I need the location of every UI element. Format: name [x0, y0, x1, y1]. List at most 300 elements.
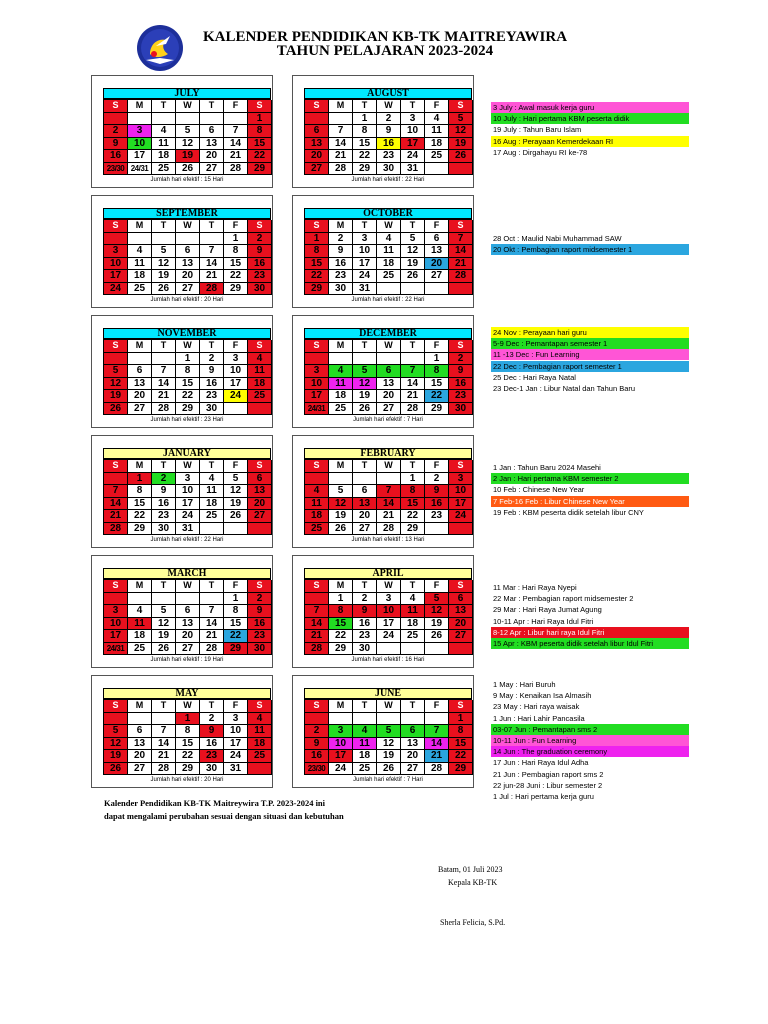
day-cell: 20	[353, 510, 377, 523]
day-cell: 17	[104, 270, 128, 283]
day-cell: 24/31	[305, 403, 329, 416]
day-cell: 15	[224, 258, 248, 271]
weekday-header: S	[305, 220, 329, 233]
day-cell: 6	[248, 473, 272, 486]
day-cell	[377, 643, 401, 656]
weekday-header: S	[104, 580, 128, 593]
day-cell: 10	[104, 258, 128, 271]
day-cell: 4	[377, 233, 401, 246]
day-cell: 23	[353, 630, 377, 643]
weekday-header: S	[248, 100, 272, 113]
day-cell: 26	[104, 403, 128, 416]
day-cell: 5	[329, 485, 353, 498]
day-cell: 11	[425, 125, 449, 138]
day-cell: 30	[377, 163, 401, 176]
day-cell: 5	[377, 725, 401, 738]
event-note: 1 Jun : Hari Lahir Pancasila	[491, 713, 689, 724]
day-cell: 28	[200, 283, 224, 296]
day-cell: 27	[449, 630, 473, 643]
day-cell: 13	[449, 605, 473, 618]
day-cell	[377, 283, 401, 296]
day-cell: 28	[224, 163, 248, 176]
event-note: 15 Apr : KBM peserta didik setelah libur Idul Fitri	[491, 638, 689, 649]
weekday-header: M	[329, 700, 353, 713]
day-cell: 21	[377, 510, 401, 523]
day-cell: 29	[128, 523, 152, 536]
day-cell: 17	[449, 498, 473, 511]
day-cell: 28	[200, 643, 224, 656]
day-cell: 17	[353, 258, 377, 271]
event-note: 3 July : Awal masuk kerja guru	[491, 102, 689, 113]
day-cell: 9	[305, 738, 329, 751]
weekday-header: T	[401, 700, 425, 713]
day-cell: 7	[152, 365, 176, 378]
day-cell: 14	[152, 378, 176, 391]
day-cell: 30	[248, 283, 272, 296]
weekday-header: W	[176, 340, 200, 353]
day-cell: 1	[248, 113, 272, 126]
day-cell	[401, 353, 425, 366]
day-cell: 4	[329, 365, 353, 378]
day-cell: 14	[200, 618, 224, 631]
day-cell: 28	[104, 523, 128, 536]
day-cell: 7	[152, 725, 176, 738]
day-cell: 19	[176, 150, 200, 163]
day-cell	[104, 113, 128, 126]
day-cell: 2	[353, 593, 377, 606]
day-cell: 12	[224, 485, 248, 498]
effective-days: Jumlah hari efektif : 20 Hari	[150, 297, 224, 303]
day-cell: 27	[128, 403, 152, 416]
month-calendar	[103, 328, 271, 424]
day-cell: 14	[152, 738, 176, 751]
day-cell	[104, 593, 128, 606]
day-cell	[377, 473, 401, 486]
month-title: MARCH	[103, 568, 271, 579]
day-cell: 18	[353, 750, 377, 763]
day-cell: 30	[152, 523, 176, 536]
day-cell: 28	[152, 763, 176, 776]
weekday-header: F	[425, 700, 449, 713]
day-cell: 4	[248, 713, 272, 726]
weekday-header: T	[152, 460, 176, 473]
weekday-header: W	[176, 460, 200, 473]
day-cell: 17	[401, 138, 425, 151]
day-cell: 24	[377, 630, 401, 643]
day-cell: 11	[248, 725, 272, 738]
day-cell: 15	[176, 378, 200, 391]
day-cell	[353, 473, 377, 486]
day-cell: 29	[176, 403, 200, 416]
weekday-header: S	[305, 340, 329, 353]
weekday-header: F	[224, 220, 248, 233]
day-cell: 1	[224, 593, 248, 606]
day-cell: 5	[176, 125, 200, 138]
day-cell: 26	[152, 283, 176, 296]
day-cell: 27	[200, 163, 224, 176]
day-cell: 7	[200, 245, 224, 258]
day-cell	[305, 353, 329, 366]
day-cell: 28	[401, 403, 425, 416]
day-cell	[104, 473, 128, 486]
day-cell: 16	[449, 378, 473, 391]
day-cell: 22	[248, 150, 272, 163]
day-cell: 21	[329, 150, 353, 163]
weekday-header: S	[305, 580, 329, 593]
day-cell: 5	[401, 233, 425, 246]
event-note: 11 -13 Dec : Fun Learning	[491, 349, 689, 360]
day-cell: 19	[152, 270, 176, 283]
day-cell: 19	[104, 750, 128, 763]
day-cell: 19	[425, 618, 449, 631]
day-cell	[353, 353, 377, 366]
day-cell: 9	[248, 605, 272, 618]
day-cell	[449, 643, 473, 656]
day-cell: 2	[305, 725, 329, 738]
day-cell: 7	[224, 125, 248, 138]
signature-place-date: Batam, 01 Juli 2023	[438, 865, 503, 874]
day-cell	[449, 163, 473, 176]
day-cell	[200, 523, 224, 536]
day-cell: 22	[401, 510, 425, 523]
day-cell: 31	[353, 283, 377, 296]
weekday-header: S	[449, 220, 473, 233]
day-cell: 25	[248, 750, 272, 763]
day-cell: 3	[377, 593, 401, 606]
day-cell: 6	[353, 485, 377, 498]
month-title: JULY	[103, 88, 271, 99]
event-note: 22 jun-28 Juni : Libur semester 2	[491, 780, 689, 791]
day-cell: 22	[176, 750, 200, 763]
day-cell: 27	[305, 163, 329, 176]
day-cell: 13	[176, 618, 200, 631]
day-cell: 6	[128, 725, 152, 738]
weekday-header: S	[104, 220, 128, 233]
day-cell: 8	[128, 485, 152, 498]
day-cell: 22	[128, 510, 152, 523]
weekday-header: S	[449, 340, 473, 353]
weekday-header: M	[329, 100, 353, 113]
month-calendar	[103, 688, 271, 784]
month-title: AUGUST	[304, 88, 472, 99]
day-cell: 23	[425, 510, 449, 523]
month-day-grid	[103, 459, 271, 535]
day-cell: 21	[224, 150, 248, 163]
month-calendar	[304, 328, 472, 424]
day-cell: 6	[449, 593, 473, 606]
day-cell: 19	[224, 498, 248, 511]
weekday-header: S	[449, 700, 473, 713]
footer-note-line1: Kalender Pendidikan KB-TK Maitreywira T.P. 2023-2024 ini	[104, 798, 326, 808]
weekday-header: W	[176, 100, 200, 113]
weekday-header: T	[401, 220, 425, 233]
day-cell: 22	[353, 150, 377, 163]
day-cell: 12	[176, 138, 200, 151]
month-calendar	[304, 688, 472, 784]
weekday-header: S	[305, 700, 329, 713]
day-cell: 30	[248, 643, 272, 656]
month-day-grid	[103, 99, 271, 175]
month-day-grid	[304, 579, 472, 655]
day-cell: 18	[128, 630, 152, 643]
day-cell: 19	[377, 750, 401, 763]
event-note: 10 July : Hari pertama KBM peserta didik	[491, 113, 689, 124]
day-cell: 20	[176, 630, 200, 643]
day-cell: 21	[425, 750, 449, 763]
event-note: 1 Jan : Tahun Baru 2024 Masehi	[491, 462, 689, 473]
day-cell: 15	[353, 138, 377, 151]
day-cell: 9	[425, 485, 449, 498]
day-cell	[128, 593, 152, 606]
day-cell	[329, 473, 353, 486]
day-cell: 15	[128, 498, 152, 511]
day-cell: 4	[353, 725, 377, 738]
day-cell: 25	[353, 763, 377, 776]
weekday-header: W	[377, 580, 401, 593]
day-cell: 8	[224, 605, 248, 618]
day-cell: 16	[425, 498, 449, 511]
event-note: 03-07 Jun : Pemantapan sms 2	[491, 724, 689, 735]
effective-days: Jumlah hari efektif : 22 Hari	[150, 537, 224, 543]
day-cell: 15	[425, 378, 449, 391]
day-cell: 20	[377, 390, 401, 403]
day-cell: 21	[152, 750, 176, 763]
weekday-header: S	[305, 460, 329, 473]
day-cell	[449, 283, 473, 296]
day-cell: 19	[353, 390, 377, 403]
day-cell: 9	[353, 605, 377, 618]
day-cell: 21	[449, 258, 473, 271]
event-note: 7 Feb-16 Feb : Libur Chinese New Year	[491, 496, 689, 507]
day-cell: 26	[224, 510, 248, 523]
weekday-header: S	[104, 100, 128, 113]
signature-name: Sherla Felicia, S.Pd.	[440, 918, 506, 927]
day-cell: 25	[128, 283, 152, 296]
day-cell: 7	[425, 725, 449, 738]
weekday-header: S	[248, 460, 272, 473]
day-cell: 21	[200, 630, 224, 643]
day-cell: 12	[152, 618, 176, 631]
day-cell: 14	[224, 138, 248, 151]
weekday-header: S	[449, 460, 473, 473]
day-cell: 17	[128, 150, 152, 163]
day-cell	[200, 593, 224, 606]
month-calendar	[103, 88, 271, 184]
day-cell: 13	[353, 498, 377, 511]
day-cell: 2	[248, 593, 272, 606]
day-cell: 26	[425, 630, 449, 643]
effective-days: Jumlah hari efektif : 20 Hari	[150, 777, 224, 783]
day-cell: 6	[200, 125, 224, 138]
day-cell: 16	[377, 138, 401, 151]
day-cell: 26	[377, 763, 401, 776]
day-cell: 28	[329, 163, 353, 176]
day-cell: 24	[353, 270, 377, 283]
day-cell: 20	[248, 498, 272, 511]
day-cell: 13	[200, 138, 224, 151]
day-cell: 15	[449, 738, 473, 751]
day-cell: 5	[152, 605, 176, 618]
month-calendar	[304, 88, 472, 184]
day-cell: 28	[152, 403, 176, 416]
day-cell: 23	[449, 390, 473, 403]
day-cell	[425, 163, 449, 176]
weekday-header: F	[425, 460, 449, 473]
day-cell: 28	[377, 523, 401, 536]
day-cell	[377, 353, 401, 366]
day-cell: 18	[248, 378, 272, 391]
day-cell: 22	[224, 270, 248, 283]
day-cell: 8	[329, 605, 353, 618]
day-cell: 14	[401, 378, 425, 391]
day-cell	[176, 113, 200, 126]
weekday-header: S	[248, 340, 272, 353]
day-cell: 20	[401, 750, 425, 763]
day-cell: 30	[200, 403, 224, 416]
weekday-header: M	[329, 460, 353, 473]
day-cell: 7	[200, 605, 224, 618]
day-cell: 17	[305, 390, 329, 403]
day-cell: 6	[176, 245, 200, 258]
day-cell: 23	[248, 630, 272, 643]
day-cell: 16	[104, 150, 128, 163]
day-cell: 24/31	[104, 643, 128, 656]
event-note: 1 Jul : Hari pertama kerja guru	[491, 791, 689, 802]
day-cell: 1	[128, 473, 152, 486]
day-cell: 19	[329, 510, 353, 523]
weekday-header: T	[152, 580, 176, 593]
day-cell: 12	[152, 258, 176, 271]
month-title: FEBRUARY	[304, 448, 472, 459]
event-note: 29 Mar : Hari Raya Jumat Agung	[491, 604, 689, 615]
day-cell: 19	[449, 138, 473, 151]
day-cell: 29	[449, 763, 473, 776]
day-cell: 15	[401, 498, 425, 511]
event-note: 9 May : Kenaikan Isa Almasih	[491, 690, 689, 701]
day-cell	[176, 233, 200, 246]
day-cell: 5	[224, 473, 248, 486]
day-cell: 11	[329, 378, 353, 391]
day-cell: 12	[425, 605, 449, 618]
effective-days: Jumlah hari efektif : 13 Hari	[351, 537, 425, 543]
day-cell: 21	[305, 630, 329, 643]
day-cell: 3	[353, 233, 377, 246]
event-note: 19 July : Tahun Baru Islam	[491, 124, 689, 135]
weekday-header: S	[248, 700, 272, 713]
day-cell: 7	[305, 605, 329, 618]
day-cell: 29	[401, 523, 425, 536]
day-cell: 3	[176, 473, 200, 486]
day-cell	[305, 713, 329, 726]
weekday-header: F	[425, 220, 449, 233]
day-cell: 14	[305, 618, 329, 631]
day-cell: 23	[200, 390, 224, 403]
day-cell: 5	[425, 593, 449, 606]
weekday-header: W	[176, 580, 200, 593]
day-cell: 30	[353, 643, 377, 656]
event-note: 10-11 Apr : Hari Raya Idul Fitri	[491, 616, 689, 627]
weekday-header: T	[152, 100, 176, 113]
day-cell: 7	[449, 233, 473, 246]
day-cell: 28	[425, 763, 449, 776]
day-cell: 7	[401, 365, 425, 378]
day-cell	[152, 113, 176, 126]
day-cell: 26	[104, 763, 128, 776]
day-cell: 29	[305, 283, 329, 296]
day-cell: 2	[248, 233, 272, 246]
day-cell: 16	[200, 738, 224, 751]
day-cell	[128, 353, 152, 366]
month-title: SEPTEMBER	[103, 208, 271, 219]
day-cell: 12	[329, 498, 353, 511]
weekday-header: S	[305, 100, 329, 113]
day-cell	[401, 643, 425, 656]
weekday-header: T	[353, 580, 377, 593]
event-note: 17 Jun : Hari Raya Idul Adha	[491, 757, 689, 768]
day-cell: 11	[305, 498, 329, 511]
day-cell: 13	[128, 738, 152, 751]
month-title: DECEMBER	[304, 328, 472, 339]
day-cell	[128, 713, 152, 726]
event-note: 21 Jun : Pembagian raport sms 2	[491, 769, 689, 780]
day-cell: 25	[425, 150, 449, 163]
day-cell: 22	[305, 270, 329, 283]
day-cell: 29	[353, 163, 377, 176]
day-cell: 16	[329, 258, 353, 271]
event-note: 28 Oct : Maulid Nabi Muhammad SAW	[491, 233, 689, 244]
day-cell: 2	[200, 713, 224, 726]
day-cell: 10	[377, 605, 401, 618]
day-cell: 1	[329, 593, 353, 606]
day-cell: 22	[425, 390, 449, 403]
day-cell: 20	[200, 150, 224, 163]
day-cell: 28	[305, 643, 329, 656]
day-cell: 12	[401, 245, 425, 258]
day-cell: 20	[176, 270, 200, 283]
day-cell: 11	[200, 485, 224, 498]
day-cell	[329, 713, 353, 726]
day-cell: 25	[248, 390, 272, 403]
day-cell: 20	[425, 258, 449, 271]
day-cell: 10	[128, 138, 152, 151]
weekday-header: F	[425, 100, 449, 113]
weekday-header: T	[200, 220, 224, 233]
day-cell	[401, 283, 425, 296]
effective-days: Jumlah hari efektif : 23 Hari	[150, 417, 224, 423]
day-cell: 19	[401, 258, 425, 271]
day-cell: 16	[248, 618, 272, 631]
day-cell: 29	[329, 643, 353, 656]
day-cell: 9	[104, 138, 128, 151]
day-cell: 27	[176, 643, 200, 656]
month-title: OCTOBER	[304, 208, 472, 219]
weekday-header: T	[152, 340, 176, 353]
day-cell: 29	[425, 403, 449, 416]
day-cell: 21	[200, 270, 224, 283]
effective-days: Jumlah hari efektif : 22 Hari	[351, 297, 425, 303]
day-cell: 5	[104, 365, 128, 378]
month-day-grid	[304, 339, 472, 415]
day-cell: 9	[329, 245, 353, 258]
day-cell: 14	[449, 245, 473, 258]
day-cell: 30	[200, 763, 224, 776]
day-cell: 2	[425, 473, 449, 486]
weekday-header: M	[128, 340, 152, 353]
event-note: 2 Jan : Hari pertama KBM semester 2	[491, 473, 689, 484]
day-cell: 8	[401, 485, 425, 498]
day-cell: 14	[377, 498, 401, 511]
event-note: 8-12 Apr : Libur hari raya Idul Fitri	[491, 627, 689, 638]
